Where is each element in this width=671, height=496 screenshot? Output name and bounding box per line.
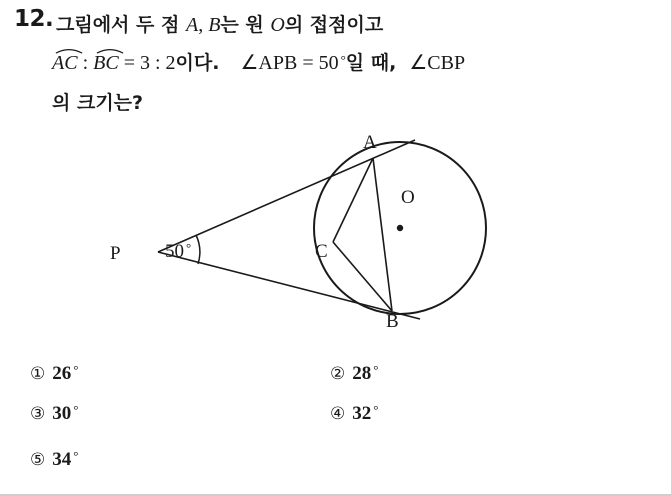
question-number: 12. <box>14 6 54 32</box>
choice-1[interactable] <box>30 362 78 385</box>
choice-5-value: 34 <box>52 449 72 470</box>
arc-bar-ac-icon <box>52 47 86 54</box>
choice-4-marker: ④ <box>330 404 346 424</box>
choice-4-value: 32 <box>352 403 372 424</box>
arc-bc-label: BC <box>93 52 119 74</box>
chord-ac <box>333 158 373 242</box>
choice-4[interactable] <box>330 402 378 425</box>
tangent-line-pb <box>158 252 420 319</box>
choice-1-degree: ° <box>73 362 79 377</box>
figure-label-b: B <box>386 311 399 332</box>
figure-label-p: P <box>110 243 121 264</box>
angle-arc-p <box>196 235 200 264</box>
question-line2-kr: 이다. <box>175 52 220 74</box>
angle-apb-value: = 50 <box>297 52 339 74</box>
point-a-ref: A <box>185 14 199 36</box>
point-b-ref: B <box>208 14 221 36</box>
ratio-colon-1: : <box>77 52 94 74</box>
figure-angle-value <box>165 240 191 263</box>
question-line1-mid: 는 원 <box>220 14 271 36</box>
choice-3-value: 30 <box>52 403 72 424</box>
choice-2-value: 28 <box>352 363 372 384</box>
arc-bc <box>93 50 119 75</box>
choice-5[interactable] <box>30 448 78 471</box>
arc-ac <box>52 50 78 75</box>
center-point-o <box>397 225 403 231</box>
figure-angle-number: 50 <box>165 241 184 262</box>
question-line1-pre: 그림에서 두 점 <box>56 14 186 36</box>
choice-1-value: 26 <box>52 363 72 384</box>
question-line1-post: 의 접점이고 <box>284 14 384 36</box>
question-line1-comma: , <box>198 14 209 36</box>
arc-bar-bc-icon <box>93 47 127 54</box>
angle-cbp-symbol: ∠CBP <box>409 52 466 74</box>
figure-label-c: C <box>315 241 328 262</box>
choice-3-degree: ° <box>73 402 79 417</box>
arc-ac-label: AC <box>52 52 78 74</box>
choice-4-degree: ° <box>373 402 379 417</box>
choice-5-degree: ° <box>73 448 79 463</box>
geometry-diagram-svg <box>120 130 540 330</box>
choice-3-marker: ③ <box>30 404 46 424</box>
choice-2-degree: ° <box>373 362 379 377</box>
choice-2-marker: ② <box>330 364 346 384</box>
choice-1-marker: ① <box>30 364 46 384</box>
ratio-equation: = 3 : 2 <box>118 52 176 74</box>
angle-apb-symbol: ∠APB <box>240 52 298 74</box>
figure-label-o: O <box>401 187 415 208</box>
chord-ab <box>373 158 392 311</box>
question-line-2 <box>52 48 465 75</box>
figure-angle-degree: ° <box>186 240 192 255</box>
geometry-figure <box>110 130 540 335</box>
question-line-1 <box>56 10 383 37</box>
degree-sign-1: ° <box>340 52 346 67</box>
question-line3-text: 의 크기는? <box>52 92 144 114</box>
choice-3[interactable] <box>30 402 78 425</box>
figure-label-a: A <box>363 132 377 153</box>
circle-o-ref: O <box>270 14 285 36</box>
question-line-3 <box>52 88 143 115</box>
question-line2-kr2: 일 때, <box>345 52 397 74</box>
choice-2[interactable] <box>330 362 378 385</box>
choice-5-marker: ⑤ <box>30 450 46 470</box>
chord-cb <box>333 242 392 311</box>
